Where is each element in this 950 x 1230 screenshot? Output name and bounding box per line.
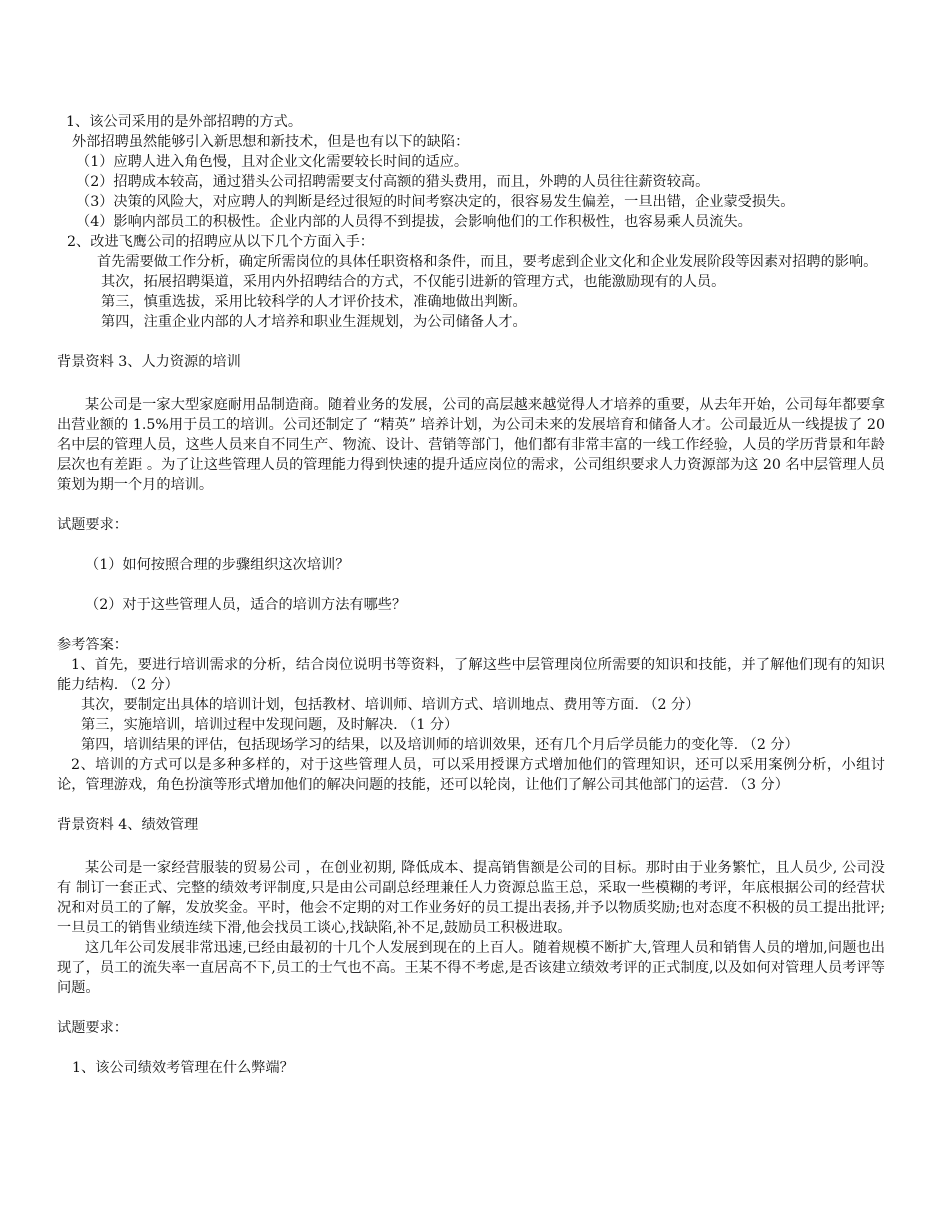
bg3-question-1: （1）如何按照合理的步骤组织这次培训？ — [85, 557, 350, 573]
improve-step-3: 第三，慎重选拔，采用比较科学的人才评价技术，准确地做出判断。 — [101, 294, 527, 310]
bg3-answer-2: 其次，要制定出具体的培训计划，包括教材、培训师、培训方式、培训地点、费用等方面. （2 分） — [81, 697, 700, 713]
bg4-question-1: 1、该公司绩效考管理在什么弊端？ — [72, 1060, 294, 1076]
improve-step-2: 其次，拓展招聘渠道，采用内外招聘结合的方式，不仅能引进新的管理方式，也能激励现有的人员。 — [101, 274, 726, 290]
bg4-title: 背景资料 4、绩效管理 — [57, 817, 199, 833]
improve-step-1: 首先需要做工作分析，确定所需岗位的具体任职资格和条件，而且，要考虑到企业文化和企业发展阶段等因素对招聘的影响。 — [97, 254, 878, 270]
bg3-answer-title: 参考答案： — [57, 637, 128, 653]
bg3-answer-4: 第四，培训结果的评估，包括现场学习的结果，以及培训师的培训效果，还有几个月后学员能力的变化等. （2 分） — [81, 737, 799, 753]
bg3-title: 背景资料 3、人力资源的培训 — [57, 354, 241, 370]
improve-step-4: 第四，注重企业内部的人才培养和职业生涯规划，为公司储备人才。 — [101, 314, 527, 330]
answer-line-3: 2、改进飞鹰公司的招聘应从以下几个方面入手： — [67, 234, 374, 250]
bg4-requirements-title: 试题要求： — [57, 1020, 128, 1036]
bg3-requirements-title: 试题要求： — [57, 517, 128, 533]
defect-item-3: （3）决策的风险大，对应聘人的判断是经过很短的时间考察决定的，很容易发生偏差，一旦出错，企业蒙受损失。 — [76, 194, 795, 210]
bg3-question-2: （2）对于这些管理人员，适合的培训方法有哪些？ — [85, 597, 407, 613]
bg3-body: 某公司是一家大型家庭耐用品制造商。随着业务的发展，公司的高层越来越觉得人才培养的重要，从去年开始，公司每年都要拿出营业额的 1.5%用于员工的培训。公司还制定了 “精英” 培养计划，为公司未来的发展培育和储备人才。公司最近从一线提拔了 20 名中层的管理人员，这些人员来自不同生产、物流、设计、营销等部门，他们都有非常丰富的一线工作经验，人员的学历背景和年龄层次也有差距 。为了让这些管理人员的管理能力得到快速的提升适应岗位的需求，公司组织要求人力资源部为这 20 名中层管理人员策划为期一个月的培训。 — [57, 397, 885, 493]
document-content — [57, 112, 885, 1078]
bg4-body-2: 这几年公司发展非常迅速,已经由最初的十几个人发展到现在的上百人。随着规模不断扩大,管理人员和销售人员的增加,问题也出现了，员工的流失率一直居高不下,员工的士气也不高。王某不得不考虑,是否该建立绩效考评的正式制度,以及如何对管理人员考评等问题。 — [57, 940, 885, 996]
defect-item-4: （4）影响内部员工的积极性。企业内部的人员得不到提拔，会影响他们的工作积极性，也容易乘人员流失。 — [76, 214, 752, 230]
bg3-answer-3: 第三，实施培训，培训过程中发现问题，及时解决. （1 分） — [81, 717, 459, 733]
defect-item-1: （1）应聘人进入角色慢，且对企业文化需要较长时间的适应。 — [76, 154, 469, 170]
answer-line-2: 外部招聘虽然能够引入新思想和新技术，但是也有以下的缺陷： — [72, 134, 470, 150]
bg3-answer-1: 1、首先，要进行培训需求的分析，结合岗位说明书等资料，了解这些中层管理岗位所需要的知识和技能，并了解他们现有的知识能力结构. （2 分） — [57, 657, 885, 693]
bg3-answer-5: 2、培训的方式可以是多种多样的，对于这些管理人员，可以采用授课方式增加他们的管理知识，还可以采用案例分析，小组讨论，管理游戏，角色扮演等形式增加他们的解决问题的技能，还可以轮岗，让他们了解公司其他部门的运营. （3 分） — [57, 757, 885, 793]
answer-line-1: 1、该公司采用的是外部招聘的方式。 — [66, 114, 303, 130]
bg4-body-1: 某公司是一家经营服装的贸易公司 ，在创业初期, 降低成本、提高销售额是公司的目标。那时由于业务繁忙，且人员少, 公司没有 制订一套正式、完整的绩效考评制度,只是由公司副总经理兼任人力资源总监王总，采取一些模糊的考评，年底根据公司的经营状况和对员工的了解，发放奖金。平时，他会不定期的对工作业务好的员工提出表扬,并予以物质奖励;也对态度不积极的员工提出批评;一旦员工的销售业绩连续下滑,他会找员工谈心,找缺陷,补不足,鼓励员工积极进取。 — [57, 860, 885, 936]
defect-item-2: （2）招聘成本较高，通过猎头公司招聘需要支付高额的猎头费用，而且，外聘的人员往往薪资较高。 — [76, 174, 710, 190]
